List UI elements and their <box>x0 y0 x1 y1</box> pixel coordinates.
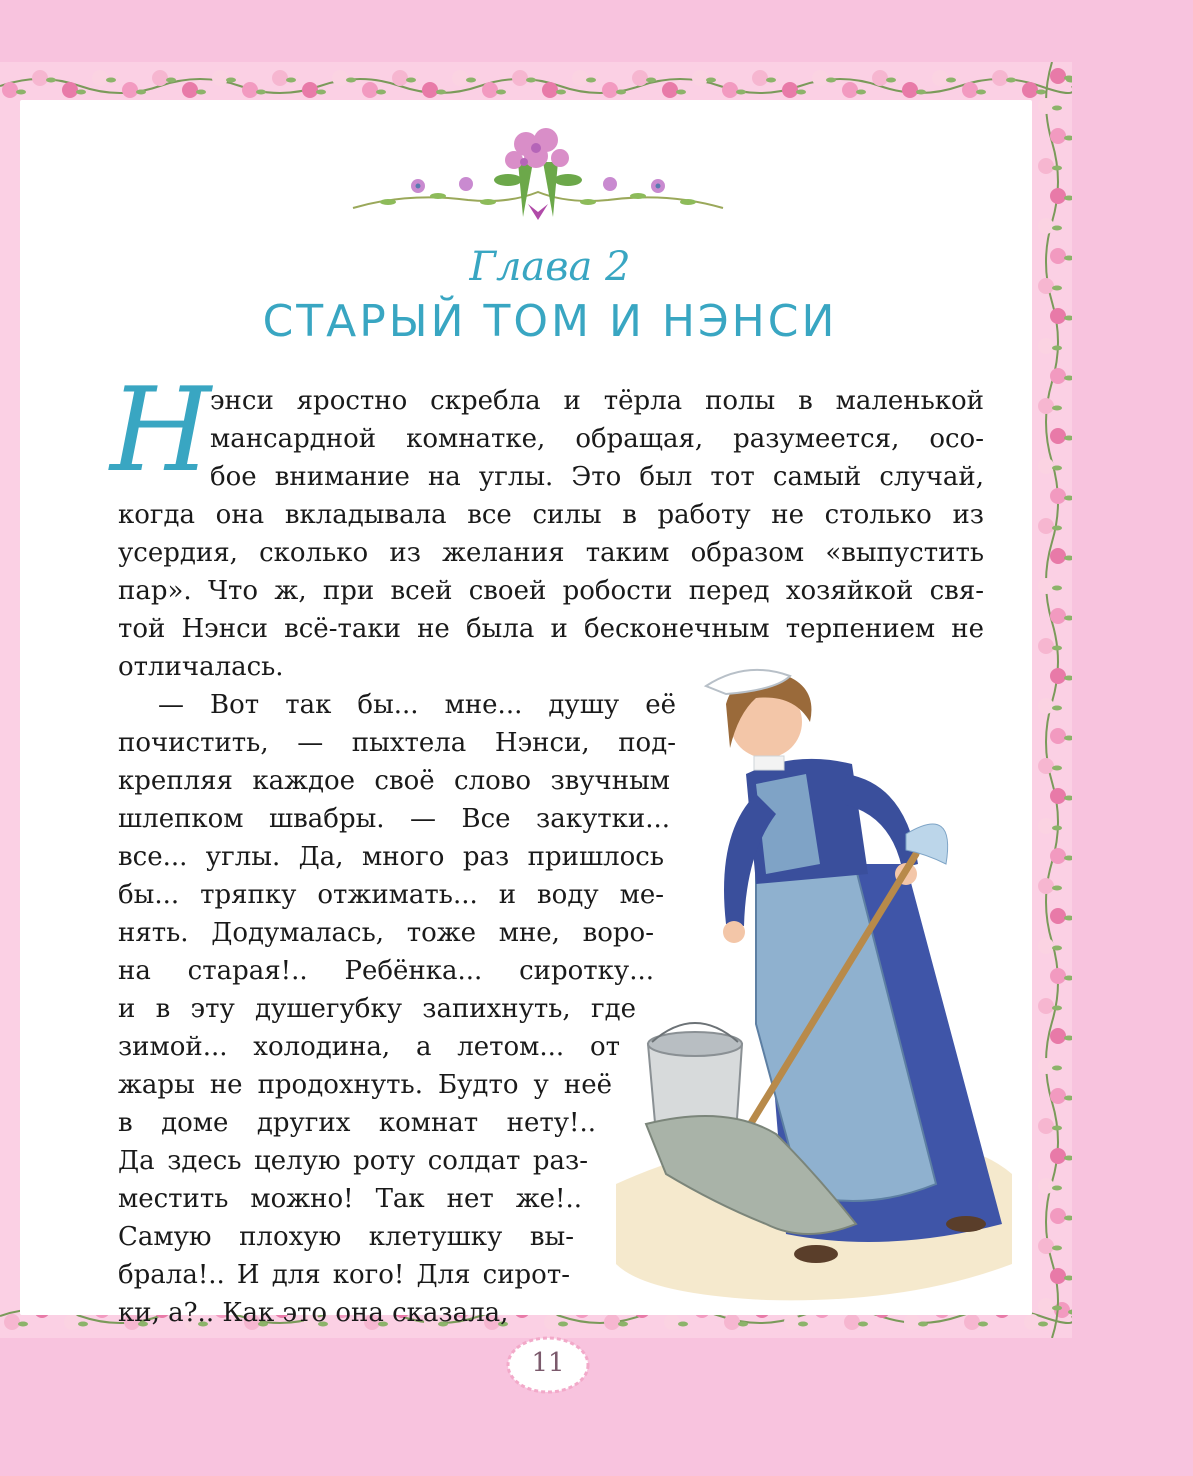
leaf-icon <box>1052 106 1062 111</box>
text-line: пар». Что ж, при всей своей робости перед хозяйкой свя- <box>118 576 984 606</box>
leaf-icon <box>18 1322 28 1327</box>
leaf-icon <box>706 78 716 83</box>
leaf-icon <box>946 78 956 83</box>
text-line: нять. Додумалась, тоже мне, воро- <box>118 918 654 948</box>
leaf-icon <box>316 90 326 95</box>
leaf-icon <box>78 1322 88 1327</box>
rose-icon <box>4 1314 20 1330</box>
text-line: местить можно! Так нет же!.. <box>118 1184 582 1214</box>
text-line: отличалась. <box>118 652 284 682</box>
leaf-icon <box>826 78 836 83</box>
leaf-icon <box>1052 766 1062 771</box>
text-line: бое внимание на углы. Это был тот самый случай, <box>210 462 984 492</box>
leaf-icon <box>76 90 86 95</box>
rose-icon <box>182 82 198 98</box>
rose-icon <box>722 82 738 98</box>
rose-icon <box>242 82 258 98</box>
rose-icon <box>2 82 18 98</box>
rose-icon <box>1038 1178 1054 1194</box>
leaf-icon <box>978 1322 988 1327</box>
rose-icon <box>452 70 468 86</box>
leaf-icon <box>678 1322 688 1327</box>
rose-icon <box>1050 128 1066 144</box>
rose-icon <box>1038 578 1054 594</box>
rose-icon <box>542 82 558 98</box>
rose-icon <box>64 1314 80 1330</box>
rose-icon <box>1050 548 1066 564</box>
rose-icon <box>664 1314 680 1330</box>
rose-icon <box>332 70 348 86</box>
rose-icon <box>992 70 1008 86</box>
rose-icon <box>482 82 498 98</box>
leaf-icon <box>1052 586 1062 591</box>
text-line: крепляя каждое своё слово звучным <box>118 766 670 796</box>
chapter-label: Глава 2 <box>469 244 631 290</box>
text-line: в доме других комнат нету!.. <box>118 1108 596 1138</box>
leaf-icon <box>618 1322 628 1327</box>
rose-icon <box>724 1314 740 1330</box>
leaf-icon <box>16 90 26 95</box>
rose-icon <box>152 70 168 86</box>
leaf-icon <box>226 78 236 83</box>
text-line: зимой... холодина, а летом... от <box>118 1032 620 1062</box>
rose-icon <box>962 82 978 98</box>
leaf-icon <box>1052 406 1062 411</box>
leaf-icon <box>1052 646 1062 651</box>
rose-icon <box>1050 1028 1066 1044</box>
rose-icon <box>572 70 588 86</box>
leaf-icon <box>406 78 416 83</box>
rose-icon <box>904 1314 920 1330</box>
leaf-icon <box>616 90 626 95</box>
text-line: усердия, сколько из желания таким образом «выпустить <box>118 538 984 568</box>
leaf-icon <box>796 90 806 95</box>
rose-icon <box>1038 158 1054 174</box>
leaf-icon <box>918 1322 928 1327</box>
text-line: на старая!.. Ребёнка... сиротку... <box>118 956 654 986</box>
chapter-title: СТАРЫЙ ТОМ И НЭНСИ <box>262 296 838 347</box>
rose-icon <box>1038 218 1054 234</box>
leaf-icon <box>556 90 566 95</box>
leaf-icon <box>496 90 506 95</box>
rose-icon <box>1050 1148 1066 1164</box>
rose-icon <box>1038 758 1054 774</box>
rose-icon <box>1038 698 1054 714</box>
rose-icon <box>812 70 828 86</box>
rose-icon <box>604 1314 620 1330</box>
leaf-icon <box>736 90 746 95</box>
rose-icon <box>872 70 888 86</box>
rose-icon <box>62 82 78 98</box>
text-line: ки, а?.. Как это она сказала, <box>118 1298 509 1328</box>
leaf-icon <box>1052 1006 1062 1011</box>
page-number: 11 <box>531 1348 565 1378</box>
leaf-icon <box>858 1322 868 1327</box>
rose-icon <box>32 70 48 86</box>
text-line: — Вот так бы... мне... душу её <box>158 690 676 720</box>
rose-icon <box>632 70 648 86</box>
leaf-icon <box>856 90 866 95</box>
leaf-icon <box>886 78 896 83</box>
rose-icon <box>1050 1268 1066 1284</box>
text-line: почистить, — пыхтела Нэнси, под- <box>118 728 676 758</box>
rose-icon <box>92 70 108 86</box>
rose-icon <box>782 82 798 98</box>
leaf-icon <box>676 90 686 95</box>
rose-icon <box>1038 638 1054 654</box>
leaf-icon <box>526 78 536 83</box>
leaf-icon <box>1052 526 1062 531</box>
rose-icon <box>1038 998 1054 1014</box>
text-line: все... углы. Да, много раз пришлось <box>118 842 664 872</box>
rose-icon <box>662 82 678 98</box>
leaf-icon <box>916 90 926 95</box>
leaf-icon <box>976 90 986 95</box>
leaf-icon <box>766 78 776 83</box>
text-line: и в эту душегубку запихнуть, где <box>118 994 636 1024</box>
rose-icon <box>692 70 708 86</box>
leaf-icon <box>1052 1126 1062 1131</box>
rose-icon <box>392 70 408 86</box>
leaf-icon <box>1006 78 1016 83</box>
text-line: Самую плохую клетушку вы- <box>118 1222 574 1252</box>
rose-icon <box>1050 428 1066 444</box>
rose-icon <box>932 70 948 86</box>
rose-icon <box>122 82 138 98</box>
rose-icon <box>1038 1058 1054 1074</box>
rose-icon <box>422 82 438 98</box>
rose-icon <box>1050 68 1066 84</box>
rose-icon <box>1050 728 1066 744</box>
rose-icon <box>1050 188 1066 204</box>
flower-bouquet-ornament <box>348 122 728 222</box>
rose-icon <box>1038 818 1054 834</box>
rose-icon <box>1050 848 1066 864</box>
rose-icon <box>902 82 918 98</box>
text-line: жары не продохнуть. Будто у неё <box>118 1070 612 1100</box>
rose-icon <box>212 70 228 86</box>
leaf-icon <box>1052 166 1062 171</box>
leaf-icon <box>1052 466 1062 471</box>
rose-icon <box>1050 1208 1066 1224</box>
maid-mopping-illustration <box>606 664 1018 1304</box>
text-line: той Нэнси всё-таки не была и бесконечным терпением не <box>118 614 984 644</box>
rose-icon <box>1050 908 1066 924</box>
rose-icon <box>602 82 618 98</box>
rose-icon <box>1050 1088 1066 1104</box>
rose-icon <box>842 82 858 98</box>
leaf-icon <box>1052 946 1062 951</box>
leaf-icon <box>376 90 386 95</box>
text-line: энси яростно скребла и тёрла полы в маленькой <box>210 386 984 416</box>
text-line: мансардной комнатке, обращая, разумеется, осо- <box>210 424 984 454</box>
leaf-icon <box>738 1322 748 1327</box>
rose-icon <box>544 1314 560 1330</box>
text-line: когда она вкладывала все силы в работу не столько из <box>118 500 984 530</box>
leaf-icon <box>586 78 596 83</box>
rose-icon <box>1038 98 1054 114</box>
text-line: брала!.. И для кого! Для сирот- <box>118 1260 570 1290</box>
rose-icon <box>512 70 528 86</box>
rose-icon <box>1050 668 1066 684</box>
text-line: Да здесь целую роту солдат раз- <box>118 1146 588 1176</box>
leaf-icon <box>466 78 476 83</box>
rose-icon <box>1038 398 1054 414</box>
rose-icon <box>1038 1118 1054 1134</box>
leaf-icon <box>646 78 656 83</box>
leaf-icon <box>136 90 146 95</box>
leaf-icon <box>1052 1066 1062 1071</box>
rose-icon <box>362 82 378 98</box>
rose-icon <box>1050 488 1066 504</box>
leaf-icon <box>166 78 176 83</box>
leaf-icon <box>46 78 56 83</box>
leaf-icon <box>1052 706 1062 711</box>
leaf-icon <box>1052 886 1062 891</box>
rose-icon <box>1038 938 1054 954</box>
leaf-icon <box>1052 1246 1062 1251</box>
rose-icon <box>964 1314 980 1330</box>
rose-icon <box>1050 968 1066 984</box>
rose-icon <box>272 70 288 86</box>
rose-icon <box>752 70 768 86</box>
rose-icon <box>1038 458 1054 474</box>
rose-icon <box>1050 368 1066 384</box>
text-line: шлепком швабры. — Все закутки... <box>118 804 670 834</box>
leaf-icon <box>106 78 116 83</box>
leaf-icon <box>196 90 206 95</box>
leaf-icon <box>346 78 356 83</box>
rose-icon <box>784 1314 800 1330</box>
text-line: бы... тряпку отжимать... и воду ме- <box>118 880 664 910</box>
leaf-icon <box>436 90 446 95</box>
leaf-icon <box>798 1322 808 1327</box>
leaf-icon <box>1052 226 1062 231</box>
leaf-icon <box>1052 826 1062 831</box>
drop-cap: Н <box>110 363 212 498</box>
rose-icon <box>1038 1298 1054 1314</box>
leaf-icon <box>558 1322 568 1327</box>
rose-icon <box>1050 608 1066 624</box>
leaf-icon <box>1052 1306 1062 1311</box>
rose-icon <box>302 82 318 98</box>
rose-icon <box>1038 878 1054 894</box>
rose-icon <box>1050 788 1066 804</box>
rose-icon <box>1038 518 1054 534</box>
leaf-icon <box>286 78 296 83</box>
leaf-icon <box>1052 1186 1062 1191</box>
rose-icon <box>844 1314 860 1330</box>
leaf-icon <box>256 90 266 95</box>
rose-icon <box>1038 1238 1054 1254</box>
